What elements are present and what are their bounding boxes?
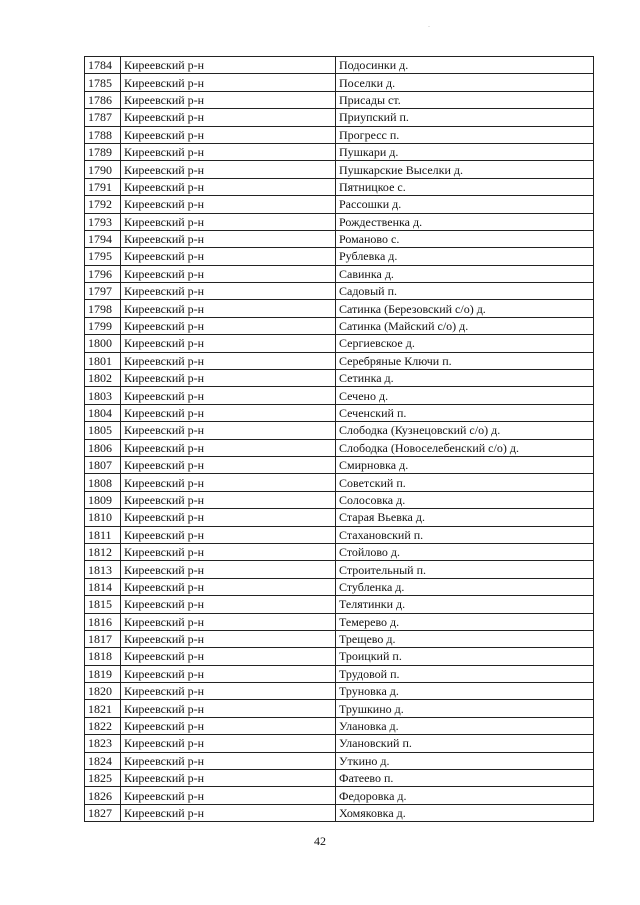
- table-row: [85, 265, 594, 282]
- table-row: [85, 613, 594, 630]
- table-row: [85, 370, 594, 387]
- locality-cell: Сатинка (Майский с/о) д.: [336, 317, 594, 334]
- table-row: [85, 300, 594, 317]
- table-row: [85, 57, 594, 74]
- row-number-cell: 1792: [85, 196, 121, 213]
- district-cell: Киреевский р-н: [121, 265, 336, 282]
- district-cell: Киреевский р-н: [121, 596, 336, 613]
- locality-cell: Уткино д.: [336, 752, 594, 769]
- table-row: [85, 317, 594, 334]
- row-number-cell: 1785: [85, 74, 121, 91]
- row-number-cell: 1820: [85, 683, 121, 700]
- table-row: [85, 491, 594, 508]
- locality-cell: Троицкий п.: [336, 648, 594, 665]
- table-row: [85, 352, 594, 369]
- district-cell: Киреевский р-н: [121, 630, 336, 647]
- row-number-cell: 1807: [85, 456, 121, 473]
- locality-table: [84, 56, 594, 822]
- locality-cell: Савинка д.: [336, 265, 594, 282]
- locality-cell: Трещево д.: [336, 630, 594, 647]
- district-cell: Киреевский р-н: [121, 717, 336, 734]
- district-cell: Киреевский р-н: [121, 648, 336, 665]
- locality-cell: Трушкино д.: [336, 700, 594, 717]
- locality-cell: Темерево д.: [336, 613, 594, 630]
- row-number-cell: 1788: [85, 126, 121, 143]
- district-cell: Киреевский р-н: [121, 700, 336, 717]
- row-number-cell: 1825: [85, 770, 121, 787]
- district-cell: Киреевский р-н: [121, 196, 336, 213]
- district-cell: Киреевский р-н: [121, 161, 336, 178]
- locality-cell: Хомяковка д.: [336, 804, 594, 821]
- district-cell: Киреевский р-н: [121, 787, 336, 804]
- row-number-cell: 1790: [85, 161, 121, 178]
- district-cell: Киреевский р-н: [121, 213, 336, 230]
- locality-cell: Советский п.: [336, 474, 594, 491]
- locality-cell: Слободка (Кузнецовский с/о) д.: [336, 422, 594, 439]
- table-row: [85, 74, 594, 91]
- table-row: [85, 752, 594, 769]
- locality-cell: Смирновка д.: [336, 456, 594, 473]
- locality-cell: Пушкари д.: [336, 143, 594, 160]
- district-cell: Киреевский р-н: [121, 770, 336, 787]
- district-cell: Киреевский р-н: [121, 613, 336, 630]
- table-row: [85, 387, 594, 404]
- table-row: [85, 91, 594, 108]
- row-number-cell: 1817: [85, 630, 121, 647]
- district-cell: Киреевский р-н: [121, 804, 336, 821]
- row-number-cell: 1787: [85, 109, 121, 126]
- district-cell: Киреевский р-н: [121, 57, 336, 74]
- table-row: [85, 422, 594, 439]
- row-number-cell: 1798: [85, 300, 121, 317]
- locality-cell: Стахановский п.: [336, 526, 594, 543]
- district-cell: Киреевский р-н: [121, 735, 336, 752]
- locality-cell: Сатинка (Березовский с/о) д.: [336, 300, 594, 317]
- table-row: [85, 526, 594, 543]
- locality-cell: Приупский п.: [336, 109, 594, 126]
- locality-cell: Трудовой п.: [336, 665, 594, 682]
- table-row: [85, 665, 594, 682]
- locality-table-body: [85, 57, 594, 822]
- district-cell: Киреевский р-н: [121, 178, 336, 195]
- table-row: [85, 509, 594, 526]
- table-row: [85, 196, 594, 213]
- row-number-cell: 1789: [85, 143, 121, 160]
- locality-cell: Федоровка д.: [336, 787, 594, 804]
- row-number-cell: 1799: [85, 317, 121, 334]
- row-number-cell: 1794: [85, 230, 121, 247]
- locality-cell: Романово с.: [336, 230, 594, 247]
- locality-cell: Сечено д.: [336, 387, 594, 404]
- row-number-cell: 1786: [85, 91, 121, 108]
- table-row: [85, 630, 594, 647]
- row-number-cell: 1800: [85, 335, 121, 352]
- locality-cell: Фатеево п.: [336, 770, 594, 787]
- locality-cell: Старая Вьевка д.: [336, 509, 594, 526]
- table-row: [85, 248, 594, 265]
- row-number-cell: 1816: [85, 613, 121, 630]
- locality-cell: Рождественка д.: [336, 213, 594, 230]
- district-cell: Киреевский р-н: [121, 109, 336, 126]
- locality-cell: Телятинки д.: [336, 596, 594, 613]
- row-number-cell: 1811: [85, 526, 121, 543]
- row-number-cell: 1796: [85, 265, 121, 282]
- table-row: [85, 787, 594, 804]
- district-cell: Киреевский р-н: [121, 474, 336, 491]
- row-number-cell: 1795: [85, 248, 121, 265]
- table-row: [85, 283, 594, 300]
- row-number-cell: 1802: [85, 370, 121, 387]
- district-cell: Киреевский р-н: [121, 561, 336, 578]
- district-cell: Киреевский р-н: [121, 91, 336, 108]
- table-row: [85, 161, 594, 178]
- table-row: [85, 543, 594, 560]
- row-number-cell: 1815: [85, 596, 121, 613]
- locality-cell: Труновка д.: [336, 683, 594, 700]
- locality-cell: Пятницкое с.: [336, 178, 594, 195]
- district-cell: Киреевский р-н: [121, 352, 336, 369]
- table-row: [85, 648, 594, 665]
- table-row: [85, 404, 594, 421]
- scan-speck: .: [428, 20, 430, 29]
- row-number-cell: 1808: [85, 474, 121, 491]
- locality-cell: Садовый п.: [336, 283, 594, 300]
- table-row: [85, 335, 594, 352]
- locality-cell: Подосинки д.: [336, 57, 594, 74]
- table-row: [85, 126, 594, 143]
- locality-cell: Прогресс п.: [336, 126, 594, 143]
- district-cell: Киреевский р-н: [121, 543, 336, 560]
- table-row: [85, 109, 594, 126]
- row-number-cell: 1806: [85, 439, 121, 456]
- row-number-cell: 1821: [85, 700, 121, 717]
- row-number-cell: 1805: [85, 422, 121, 439]
- row-number-cell: 1803: [85, 387, 121, 404]
- row-number-cell: 1826: [85, 787, 121, 804]
- locality-cell: Улановка д.: [336, 717, 594, 734]
- locality-cell: Солосовка д.: [336, 491, 594, 508]
- table-row: [85, 561, 594, 578]
- locality-cell: Сергиевское д.: [336, 335, 594, 352]
- table-row: [85, 178, 594, 195]
- locality-cell: Слободка (Новоселебенский с/о) д.: [336, 439, 594, 456]
- table-row: [85, 439, 594, 456]
- locality-cell: Присады ст.: [336, 91, 594, 108]
- locality-cell: Сеченский п.: [336, 404, 594, 421]
- table-row: [85, 230, 594, 247]
- district-cell: Киреевский р-н: [121, 143, 336, 160]
- table-row: [85, 474, 594, 491]
- district-cell: Киреевский р-н: [121, 300, 336, 317]
- district-cell: Киреевский р-н: [121, 230, 336, 247]
- district-cell: Киреевский р-н: [121, 387, 336, 404]
- row-number-cell: 1810: [85, 509, 121, 526]
- row-number-cell: 1791: [85, 178, 121, 195]
- district-cell: Киреевский р-н: [121, 439, 336, 456]
- table-row: [85, 143, 594, 160]
- table-row: [85, 700, 594, 717]
- row-number-cell: 1809: [85, 491, 121, 508]
- district-cell: Киреевский р-н: [121, 248, 336, 265]
- district-cell: Киреевский р-н: [121, 509, 336, 526]
- district-cell: Киреевский р-н: [121, 283, 336, 300]
- row-number-cell: 1814: [85, 578, 121, 595]
- district-cell: Киреевский р-н: [121, 317, 336, 334]
- locality-cell: Рассошки д.: [336, 196, 594, 213]
- district-cell: Киреевский р-н: [121, 491, 336, 508]
- district-cell: Киреевский р-н: [121, 370, 336, 387]
- district-cell: Киреевский р-н: [121, 578, 336, 595]
- table-row: [85, 735, 594, 752]
- row-number-cell: 1797: [85, 283, 121, 300]
- locality-cell: Стойлово д.: [336, 543, 594, 560]
- row-number-cell: 1804: [85, 404, 121, 421]
- district-cell: Киреевский р-н: [121, 456, 336, 473]
- table-row: [85, 804, 594, 821]
- district-cell: Киреевский р-н: [121, 526, 336, 543]
- table-row: [85, 596, 594, 613]
- district-cell: Киреевский р-н: [121, 422, 336, 439]
- locality-cell: Серебряные Ключи п.: [336, 352, 594, 369]
- district-cell: Киреевский р-н: [121, 752, 336, 769]
- table-row: [85, 578, 594, 595]
- row-number-cell: 1793: [85, 213, 121, 230]
- locality-cell: Пушкарские Выселки д.: [336, 161, 594, 178]
- table-row: [85, 717, 594, 734]
- page-number: 42: [314, 834, 326, 848]
- table-row: [85, 456, 594, 473]
- table-row: [85, 213, 594, 230]
- row-number-cell: 1812: [85, 543, 121, 560]
- row-number-cell: 1822: [85, 717, 121, 734]
- locality-cell: Рублевка д.: [336, 248, 594, 265]
- row-number-cell: 1784: [85, 57, 121, 74]
- row-number-cell: 1819: [85, 665, 121, 682]
- row-number-cell: 1824: [85, 752, 121, 769]
- district-cell: Киреевский р-н: [121, 665, 336, 682]
- district-cell: Киреевский р-н: [121, 404, 336, 421]
- district-cell: Киреевский р-н: [121, 126, 336, 143]
- locality-cell: Поселки д.: [336, 74, 594, 91]
- locality-cell: Стубленка д.: [336, 578, 594, 595]
- table-row: [85, 683, 594, 700]
- row-number-cell: 1818: [85, 648, 121, 665]
- table-row: [85, 770, 594, 787]
- locality-cell: Сетинка д.: [336, 370, 594, 387]
- locality-cell: Улановский п.: [336, 735, 594, 752]
- district-cell: Киреевский р-н: [121, 683, 336, 700]
- row-number-cell: 1823: [85, 735, 121, 752]
- district-cell: Киреевский р-н: [121, 335, 336, 352]
- row-number-cell: 1827: [85, 804, 121, 821]
- locality-cell: Строительный п.: [336, 561, 594, 578]
- row-number-cell: 1801: [85, 352, 121, 369]
- district-cell: Киреевский р-н: [121, 74, 336, 91]
- row-number-cell: 1813: [85, 561, 121, 578]
